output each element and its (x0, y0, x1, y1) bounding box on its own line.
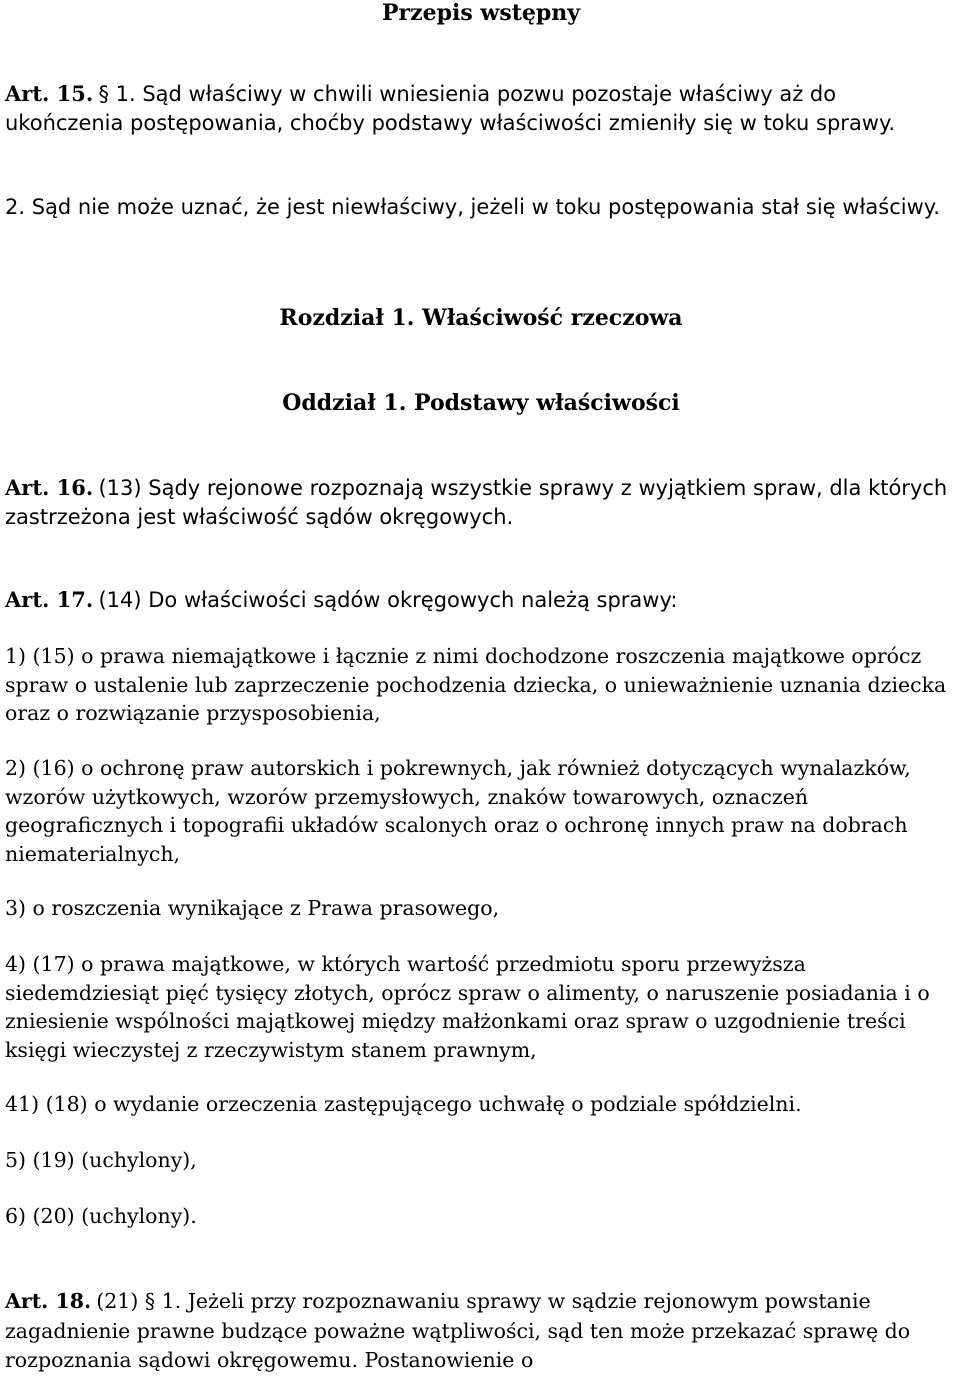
division-title: Oddział 1. Podstawy właściwości (282, 390, 680, 416)
art18-paragraph (5, 1287, 957, 1376)
art17-intro (5, 586, 957, 615)
article-number: Art. 16. (5, 475, 94, 500)
art17-item-41: 41) (18) o wydanie orzeczenia zastępującego uchwałę o podziale spółdzielni. (5, 1092, 802, 1116)
preamble-title: Przepis wstępny (381, 0, 581, 26)
art17-item-1: 1) (15) o prawa niemajątkowe i łącznie z nimi dochodzone roszczenia majątkowe oprócz spraw o ustalenie lub zaprzeczenie pochodzenia dziecka, o unieważnienie uznania dziecka oraz o rozwiązanie przysposobienia, (5, 644, 947, 725)
art17-item-2: 2) (16) o ochronę praw autorskich i pokrewnych, jak również dotyczących wynalazków, wzorów użytkowych, wzorów przemysłowych, znaków towarowych, oznaczeń geograficznych i topografii układów scalonych oraz o ochronę innych praw na dobrach niematerialnych, (5, 756, 911, 866)
chapter-title: Rozdział 1. Właściwość rzeczowa (279, 305, 683, 331)
art17-item-3: 3) o roszczenia wynikające z Prawa prasowego, (5, 896, 500, 920)
art16-text: (13) Sądy rejonowe rozpoznają wszystkie sprawy z wyjątkiem spraw, dla których zastrzeżona jest właściwość sądów okręgowych. (5, 476, 948, 529)
art15-paragraph-1 (5, 80, 945, 137)
art15-p1-text: § 1. Sąd właściwy w chwili wniesienia pozwu pozostaje właściwy aż do ukończenia postępowania, choćby podstawy właściwości zmieniły się w toku sprawy. (5, 82, 896, 135)
art17-item-6: 6) (20) (uchylony). (5, 1204, 197, 1228)
art15-paragraph-2: 2. Sąd nie może uznać, że jest niewłaściwy, jeżeli w toku postępowania stał się właściwy. (5, 195, 940, 219)
art17-item-4: 4) (17) o prawa majątkowe, w których wartość przedmiotu sporu przewyższa siedemdziesiąt pięć tysięcy złotych, oprócz spraw o alimenty, o naruszenie posiadania i o zniesienie wspólności majątkowej między małżonkami oraz spraw o uzgodnienie treści księgi wieczystej z rzeczywistym stanem prawnym, (5, 952, 930, 1062)
art16-paragraph (5, 474, 957, 531)
article-number: Art. 17. (5, 587, 94, 612)
article-number: Art. 15. (5, 81, 94, 106)
article-number: Art. 18. (5, 1289, 92, 1313)
art18-text: (21) § 1. Jeżeli przy rozpoznawaniu sprawy w sądzie rejonowym powstanie zagadnienie prawne budzące poważne wątpliwości, sąd ten może przekazać sprawę do rozpoznania sądowi okręgowemu. Postanowienie o (5, 1289, 911, 1372)
art17-item-5: 5) (19) (uchylony), (5, 1148, 197, 1172)
art17-intro-text: (14) Do właściwości sądów okręgowych należą sprawy: (98, 588, 678, 612)
